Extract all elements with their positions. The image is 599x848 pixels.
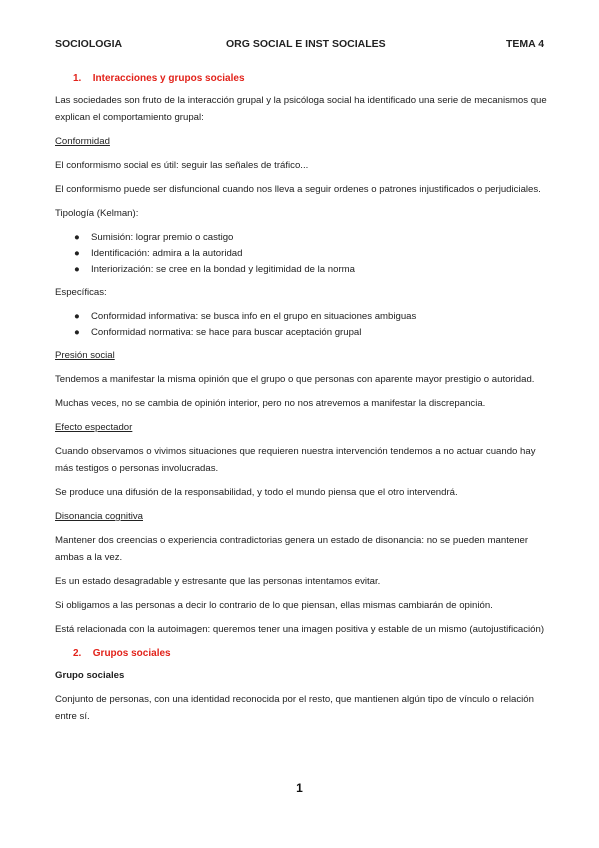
list-item: ● Sumisión: lograr premio o castigo (55, 229, 550, 245)
paragraph: El conformismo puede ser disfuncional cuando nos lleva a seguir ordenes o patrones injustificados o perjudiciales. (55, 184, 541, 195)
list-item: ● Conformidad informativa: se busca info en el grupo en situaciones ambiguas (55, 308, 550, 324)
section-title: Grupos sociales (92, 648, 171, 659)
paragraph: Las sociedades son fruto de la interacción grupal y la psicóloga social ha identificado una serie de mecanismos que explican el comportamiento grupal: (55, 95, 547, 123)
section-number: 2. (73, 648, 82, 659)
bullet-icon: ● (74, 327, 80, 338)
paragraph: Específicas: (55, 287, 107, 298)
header-subject: SOCIOLOGIA (55, 38, 123, 50)
paragraph: Está relacionada con la autoimagen: queremos tener una imagen positiva y estable de un mismo (autojustificación) (55, 624, 545, 635)
tipologia-list (55, 229, 550, 277)
subheading-grupo-sociales: Grupo sociales (55, 670, 125, 681)
paragraph: Tipología (Kelman): (55, 208, 139, 219)
header-topic: TEMA 4 (506, 38, 545, 50)
header-title: ORG SOCIAL E INST SOCIALES (226, 38, 386, 50)
paragraph: Muchas veces, no se cambia de opinión interior, pero no nos atrevemos a manifestar la discrepancia. (55, 398, 486, 409)
section-heading-1 (55, 70, 550, 87)
subheading-disonancia-cognitiva: Disonancia cognitiva (55, 511, 143, 522)
paragraph: Conjunto de personas, con una identidad reconocida por el resto, que mantienen algún tipo de vínculo o relación entre sí. (55, 694, 534, 722)
bullet-icon: ● (74, 232, 80, 243)
bullet-icon: ● (74, 311, 80, 322)
paragraph: Cuando observamos o vivimos situaciones que requieren nuestra intervención tendemos a no actuar cuando hay más testigos o personas involucradas. (55, 446, 536, 474)
subheading-presion-social: Presión social (55, 350, 115, 361)
section-number: 1. (73, 73, 82, 84)
bullet-icon: ● (74, 264, 80, 275)
paragraph: El conformismo social es útil: seguir las señales de tráfico... (55, 160, 309, 171)
list-item: ● Conformidad normativa: se hace para buscar aceptación grupal (55, 324, 550, 340)
list-item: ● Identificación: admira a la autoridad (55, 245, 550, 261)
bullet-icon: ● (74, 248, 80, 259)
paragraph: Tendemos a manifestar la misma opinión que el grupo o que personas con aparente mayor prestigio o autoridad. (55, 374, 535, 385)
paragraph: Mantener dos creencias o experiencia contradictorias genera un estado de disonancia: no se pueden mantener ambas a la vez. (55, 535, 529, 563)
page-content (55, 70, 550, 732)
section-title: Interacciones y grupos sociales (92, 73, 245, 84)
subheading-efecto-espectador: Efecto espectador (55, 422, 133, 433)
list-item: ● Interiorización: se cree en la bondad y legitimidad de la norma (55, 261, 550, 277)
subheading-conformidad: Conformidad (55, 136, 110, 147)
section-heading-2 (55, 645, 550, 662)
paragraph: Es un estado desagradable y estresante que las personas intentamos evitar. (55, 576, 381, 587)
especificas-list (55, 308, 550, 340)
page-number: 1 (296, 781, 303, 795)
paragraph: Si obligamos a las personas a decir lo contrario de lo que piensan, ellas mismas cambiarán de opinión. (55, 600, 493, 611)
paragraph: Se produce una difusión de la responsabilidad, y todo el mundo piensa que el otro intervendrá. (55, 487, 458, 498)
